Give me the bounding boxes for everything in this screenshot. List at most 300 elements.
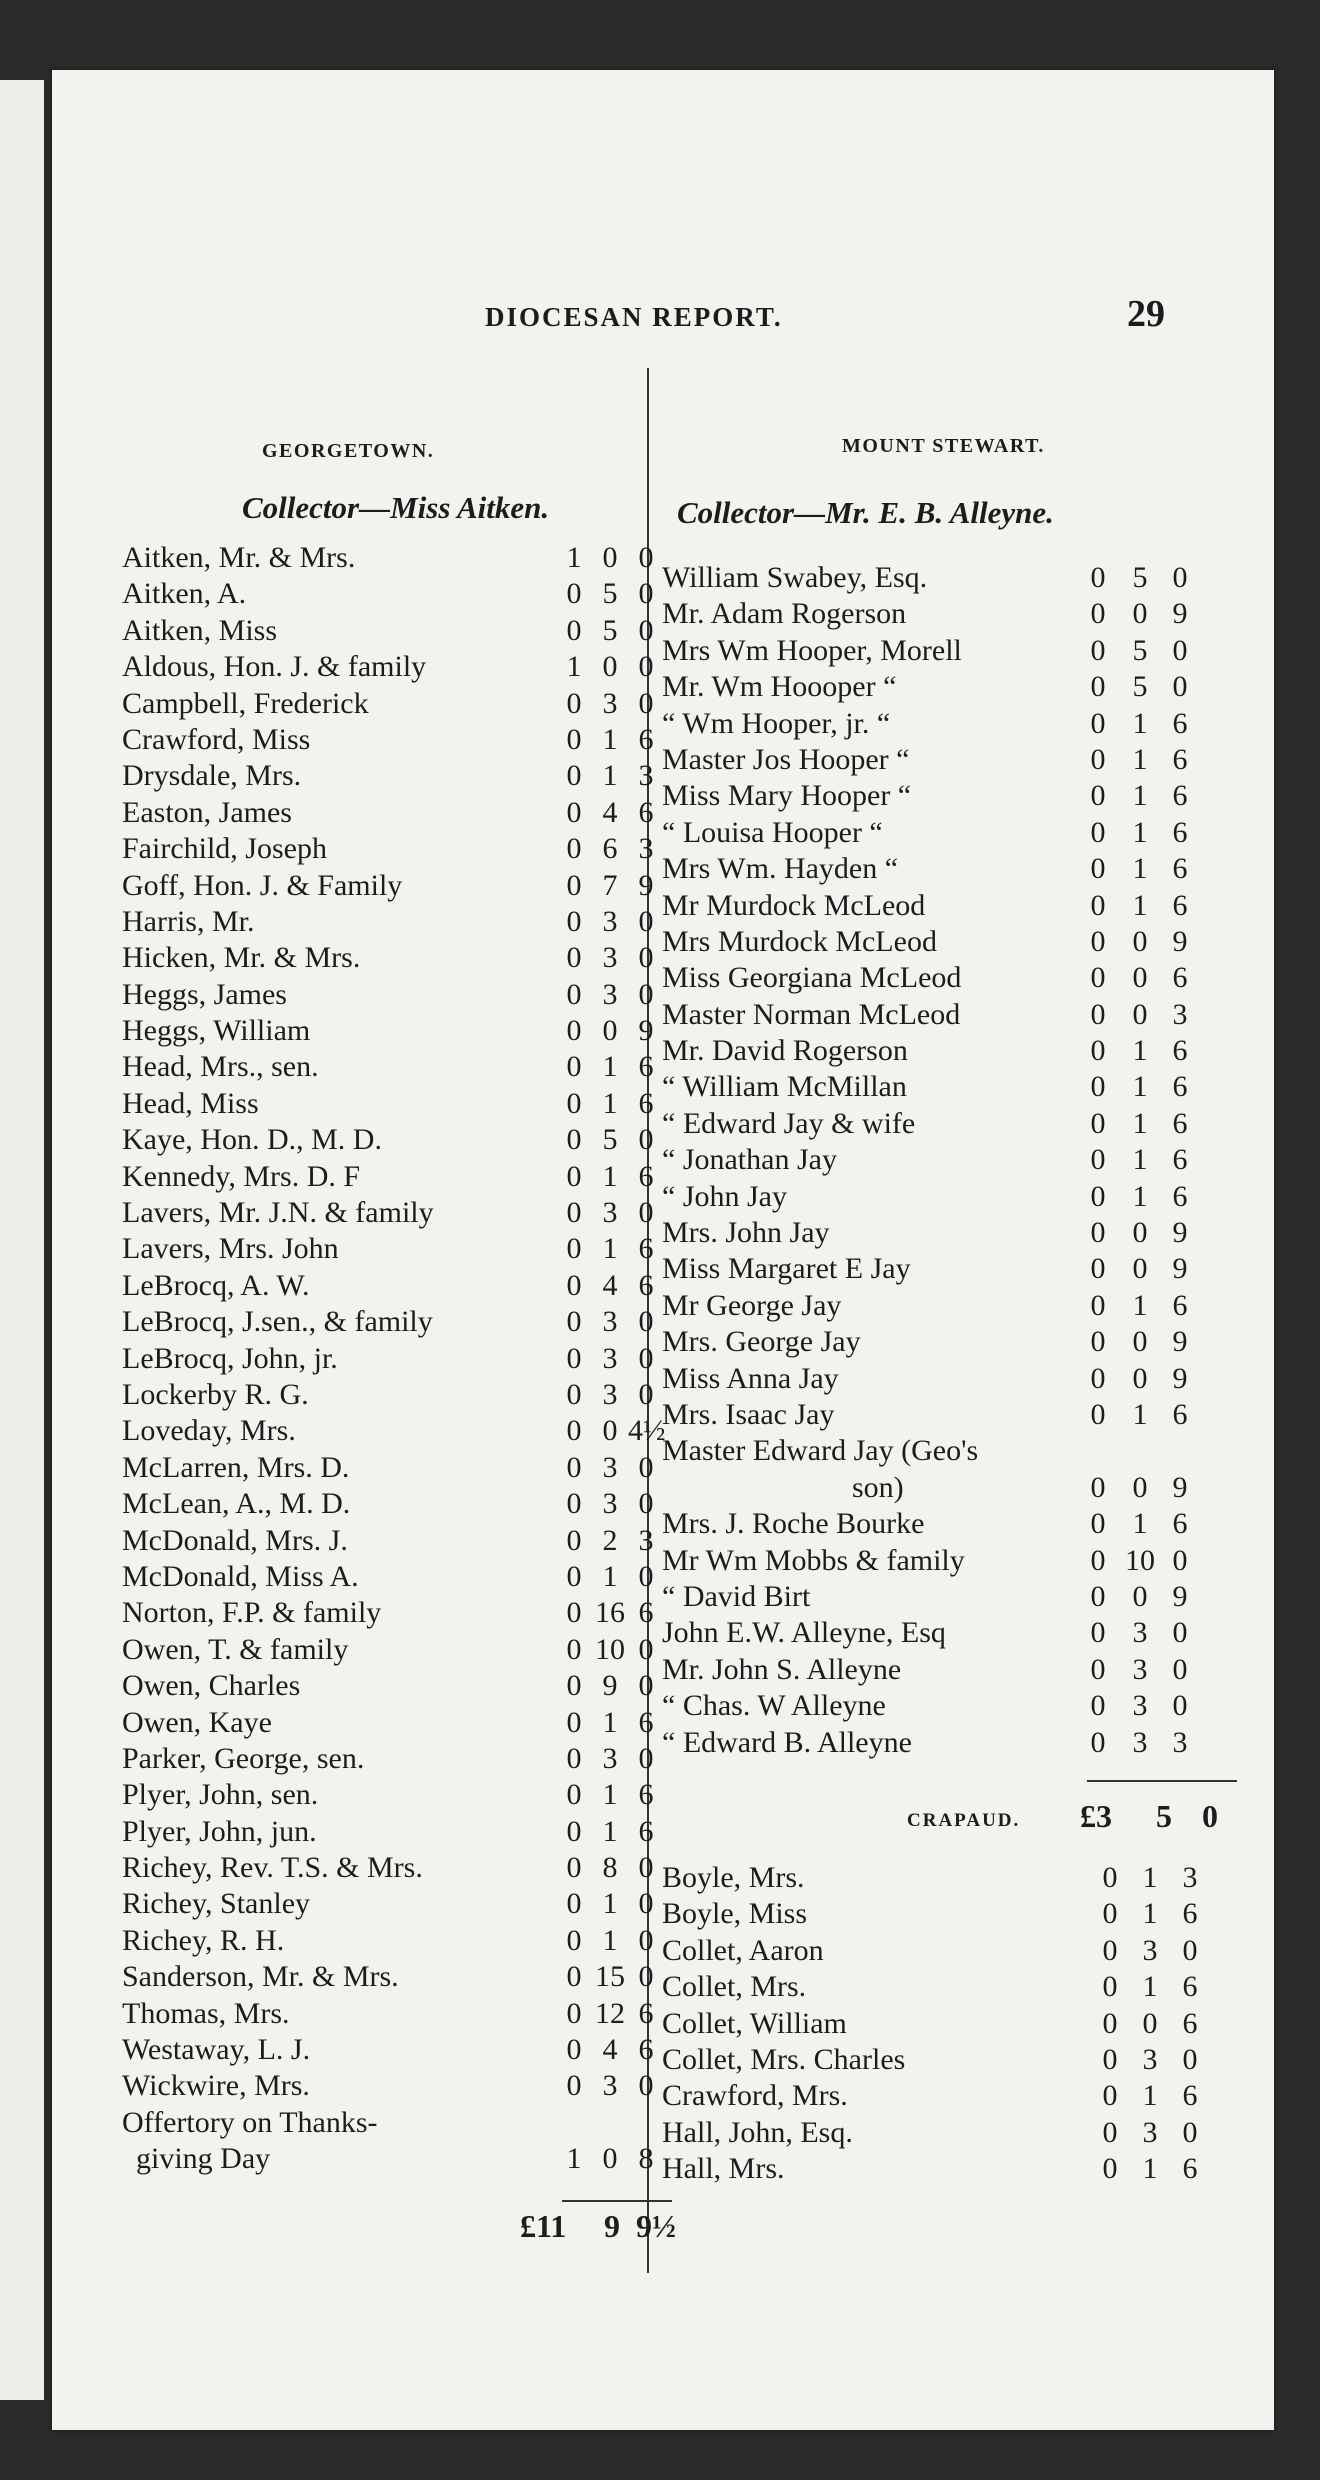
shillings-value: 3 [602, 977, 618, 1011]
pounds-value: 0 [566, 1450, 582, 1484]
pence-value: 3 [1172, 1725, 1188, 1759]
pence-value: 0 [1172, 1689, 1188, 1723]
subscriber-name: Plyer, John, jun. [122, 1814, 317, 1848]
subscriber-name: Mrs. George Jay [662, 1325, 861, 1359]
subscriber-name: Collet, William [662, 2006, 847, 2040]
pounds-value: 0 [566, 577, 582, 611]
shillings-value: 1 [1132, 1288, 1148, 1322]
pounds-value: 0 [566, 1960, 582, 1994]
list-item [662, 1725, 1237, 1761]
pence-value: 8 [638, 2142, 654, 2176]
pounds-value: 0 [1090, 1143, 1106, 1177]
list-item [122, 1377, 654, 1413]
subscriber-name: Campbell, Frederick [122, 686, 369, 720]
total-pence: 0 [1202, 1798, 1218, 1834]
subscriber-name: Mrs Wm Hooper, Morell [662, 633, 962, 667]
list-item [122, 1850, 654, 1886]
subscriber-name: Richey, Stanley [122, 1887, 311, 1921]
pence-value: 0 [1172, 1652, 1188, 1686]
pence-value: 0 [638, 541, 654, 574]
shillings-value: 1 [1132, 1034, 1148, 1068]
list-item [662, 1215, 1237, 1251]
subscriber-name: Owen, Kaye [122, 1705, 272, 1739]
subscriber-name: Master Norman McLeod [662, 997, 961, 1031]
pence-value: 0 [1182, 2042, 1198, 2076]
list-item [662, 2115, 1237, 2151]
list-item [122, 1814, 654, 1850]
list-item [662, 778, 1237, 814]
list-item [122, 1413, 666, 1449]
list-item [662, 888, 1237, 924]
list-item [662, 1860, 1237, 1896]
list-item [122, 1632, 654, 1668]
pounds-value: 0 [566, 1523, 582, 1557]
list-item [122, 1996, 654, 2032]
subscriber-list [662, 1860, 1237, 2188]
pence-value: 6 [1182, 2152, 1198, 2186]
shillings-value: 1 [1132, 815, 1148, 849]
subscriber-name: “ Edward B. Alleyne [662, 1725, 912, 1759]
subscriber-name: Mr Murdock McLeod [662, 888, 926, 922]
subscriber-name: Head, Mrs., sen. [122, 1050, 319, 1084]
shillings-value: 0 [1132, 1325, 1148, 1359]
shillings-value: 3 [602, 941, 618, 975]
subscriber-name: Richey, R. H. [122, 1923, 285, 1957]
shillings-value: 1 [1132, 1397, 1148, 1431]
pounds-value: 0 [566, 1196, 582, 1230]
list-item [122, 904, 654, 940]
pounds-value: 0 [566, 1887, 582, 1921]
pence-value: 0 [1172, 561, 1188, 594]
subscriber-name: Aldous, Hon. J. & family [122, 650, 427, 684]
pounds-value: 0 [566, 1814, 582, 1848]
pounds-value: 0 [566, 1159, 582, 1193]
list-item [122, 1122, 654, 1158]
list-item [662, 1688, 1237, 1724]
pounds-value: 1 [566, 650, 582, 684]
pence-value: 0 [1172, 670, 1188, 704]
list-item [122, 540, 654, 576]
list-item [662, 2006, 1237, 2042]
list-item [662, 2078, 1237, 2114]
shillings-value: 3 [1142, 1933, 1158, 1967]
subscriber-name: Master Edward Jay (Geo's [662, 1434, 979, 1468]
pence-value: 6 [1182, 1897, 1198, 1931]
shillings-value: 3 [602, 1487, 618, 1521]
list-item [662, 1069, 1237, 1105]
list-item [122, 1049, 654, 1085]
subscriber-name: Goff, Hon. J. & Family [122, 868, 403, 902]
pence-value: 0 [638, 650, 654, 684]
subscriber-name: LeBrocq, A. W. [122, 1268, 310, 1302]
pence-value: 6 [1172, 1106, 1188, 1140]
subscriber-name: Westaway, L. J. [122, 2033, 311, 2067]
subscriber-name: Miss Margaret E Jay [662, 1252, 911, 1286]
subscriber-name: LeBrocq, J.sen., & family [122, 1305, 433, 1339]
pence-value: 6 [1172, 779, 1188, 813]
pence-value: 0 [638, 1887, 654, 1921]
subscriber-name: Collet, Mrs. [662, 1970, 807, 2004]
shillings-value: 1 [1132, 1070, 1148, 1104]
subscriber-name: Head, Miss [122, 1086, 259, 1120]
pence-value: 6 [1172, 1179, 1188, 1213]
pence-value: 6 [1182, 2079, 1198, 2113]
shillings-value: 0 [602, 541, 618, 574]
shillings-value: 1 [1132, 888, 1148, 922]
subscriber-name: Harris, Mr. [122, 904, 255, 938]
subscriber-name: Miss Georgiana McLeod [662, 961, 962, 995]
shillings-value: 2 [602, 1523, 618, 1557]
pounds-value: 0 [1090, 1397, 1106, 1431]
shillings-value: 1 [602, 1887, 618, 1921]
list-item [662, 1033, 1237, 1069]
shillings-value: 1 [1132, 779, 1148, 813]
pence-value: 3 [638, 759, 654, 793]
pounds-value: 0 [566, 1341, 582, 1375]
shillings-value: 3 [1132, 1725, 1148, 1759]
subscriber-name: Kennedy, Mrs. D. F [122, 1159, 361, 1193]
pence-value: 0 [638, 2069, 654, 2103]
pounds-value: 0 [566, 1414, 582, 1448]
pounds-value: 0 [566, 1559, 582, 1593]
pounds-value: 0 [1090, 1579, 1106, 1613]
pence-value: 6 [638, 2033, 654, 2067]
pence-value: 0 [638, 904, 654, 938]
shillings-value: 1 [602, 1559, 618, 1593]
pounds-value: 0 [1102, 2042, 1118, 2076]
subscriber-name: Hall, John, Esq. [662, 2115, 853, 2149]
shillings-value: 0 [602, 650, 618, 684]
shillings-value: 5 [1132, 561, 1148, 594]
shillings-value: 1 [1142, 1897, 1158, 1931]
subscriber-list [662, 560, 1237, 1761]
pence-value: 0 [638, 1960, 654, 1994]
list-item [662, 560, 1237, 596]
subscriber-name: “ Louisa Hooper “ [662, 815, 883, 849]
pounds-value: 0 [1090, 1106, 1106, 1140]
list-item [662, 669, 1237, 705]
subscriber-name: Lavers, Mr. J.N. & family [122, 1196, 434, 1230]
pence-value: 6 [1172, 1397, 1188, 1431]
shillings-value: 1 [602, 1159, 618, 1193]
list-item [122, 977, 654, 1013]
pounds-value: 0 [1090, 597, 1106, 631]
subscriber-name: son) [852, 1470, 904, 1504]
shillings-value: 1 [1142, 2079, 1158, 2113]
list-item [662, 997, 1237, 1033]
pence-value: 4½ [628, 1414, 666, 1448]
shillings-value: 0 [602, 2142, 618, 2176]
total-shillings: 9 [604, 2208, 620, 2244]
list-item [122, 1013, 654, 1049]
pounds-value: 0 [1090, 815, 1106, 849]
subscriber-name: Mr Wm Mobbs & family [662, 1543, 965, 1577]
subscriber-name: Collet, Aaron [662, 1933, 824, 1967]
subscriber-name: Mrs Murdock McLeod [662, 924, 937, 958]
pence-value: 0 [638, 613, 654, 647]
pounds-value: 0 [1090, 1689, 1106, 1723]
pence-value: 0 [638, 686, 654, 720]
list-item [122, 576, 654, 612]
shillings-value: 0 [1132, 1579, 1148, 1613]
shillings-value: 5 [1132, 633, 1148, 667]
list-item [662, 1361, 1237, 1397]
pence-value: 6 [638, 1814, 654, 1848]
adjacent-page-edge [0, 80, 44, 2400]
pounds-value: 0 [1102, 2006, 1118, 2040]
pence-value: 0 [638, 577, 654, 611]
list-item [662, 1106, 1237, 1142]
pence-value: 0 [638, 941, 654, 975]
total-rule [562, 2200, 672, 2202]
subscriber-name: Aitken, Mr. & Mrs. [122, 541, 356, 574]
pence-value: 0 [638, 1196, 654, 1230]
pence-value: 9 [1172, 1325, 1188, 1359]
pounds-value: 0 [566, 686, 582, 720]
list-item [662, 1933, 1237, 1969]
subscriber-name: Collet, Mrs. Charles [662, 2042, 906, 2076]
list-item [122, 2141, 654, 2177]
pence-value: 6 [1172, 706, 1188, 740]
shillings-value: 0 [1132, 1470, 1148, 1504]
shillings-value: 1 [602, 722, 618, 756]
list-item [122, 1923, 654, 1959]
pounds-value: 0 [566, 613, 582, 647]
pence-value: 6 [1172, 1288, 1188, 1322]
shillings-value: 10 [595, 1632, 625, 1666]
total-pence: 9½ [636, 2208, 676, 2244]
page-title: DIOCESAN REPORT. [485, 302, 783, 332]
pounds-value: 0 [1090, 1543, 1106, 1577]
subscriber-name: Sanderson, Mr. & Mrs. [122, 1960, 399, 1994]
list-item [122, 722, 654, 758]
pounds-value: 0 [566, 1050, 582, 1084]
shillings-value: 5 [602, 1123, 618, 1157]
subscriber-name: Heggs, William [122, 1014, 311, 1048]
pounds-value: 0 [1102, 1933, 1118, 1967]
list-item [122, 1486, 654, 1522]
subscriber-name: Plyer, John, sen. [122, 1778, 319, 1812]
subscriber-name: Heggs, James [122, 977, 287, 1011]
collector-line: Collector—Mr. E. B. Alleyne. [677, 495, 1054, 530]
subscriber-name: William Swabey, Esq. [662, 561, 928, 594]
pounds-value: 0 [1090, 1470, 1106, 1504]
shillings-value: 3 [602, 1741, 618, 1775]
list-item [662, 1470, 1237, 1506]
pence-value: 6 [1172, 1070, 1188, 1104]
pence-value: 6 [1172, 742, 1188, 776]
shillings-value: 4 [602, 2033, 618, 2067]
shillings-value: 0 [1142, 2006, 1158, 2040]
shillings-value: 1 [1132, 1507, 1148, 1541]
subscriber-name: Mrs Wm. Hayden “ [662, 852, 899, 886]
list-item [122, 1195, 654, 1231]
subscriber-list [122, 540, 666, 2178]
pence-value: 6 [638, 795, 654, 829]
list-item [122, 1304, 654, 1340]
shillings-value: 1 [1132, 1106, 1148, 1140]
pounds-value: 0 [566, 1669, 582, 1703]
pence-value: 0 [638, 1669, 654, 1703]
pounds-value: 0 [1090, 1179, 1106, 1213]
shillings-value: 4 [602, 1268, 618, 1302]
list-item [122, 940, 654, 976]
pence-value: 0 [638, 1487, 654, 1521]
shillings-value: 0 [1132, 961, 1148, 995]
list-item [662, 924, 1237, 960]
pence-value: 0 [638, 1851, 654, 1885]
pence-value: 6 [638, 1086, 654, 1120]
subscriber-name: Mr. Wm Hoooper “ [662, 670, 897, 704]
subscriber-name: Mr. John S. Alleyne [662, 1652, 902, 1686]
subscriber-name: McDonald, Mrs. J. [122, 1523, 348, 1557]
pence-value: 0 [1172, 633, 1188, 667]
shillings-value: 1 [1142, 1970, 1158, 2004]
pounds-value: 0 [1090, 1034, 1106, 1068]
shillings-value: 5 [602, 613, 618, 647]
pence-value: 9 [638, 1014, 654, 1048]
pounds-value: 0 [566, 832, 582, 866]
shillings-value: 7 [602, 868, 618, 902]
shillings-value: 1 [1132, 706, 1148, 740]
shillings-value: 3 [1132, 1616, 1148, 1650]
pounds-value: 0 [566, 2033, 582, 2067]
shillings-value: 3 [1142, 2115, 1158, 2149]
subscriber-name: “ Edward Jay & wife [662, 1106, 916, 1140]
list-item [122, 1159, 654, 1195]
list-item [662, 596, 1237, 632]
collector-line: Collector—Miss Aitken. [242, 490, 550, 525]
subscriber-name: Owen, T. & family [122, 1632, 349, 1666]
pence-value: 6 [638, 722, 654, 756]
list-item [122, 1668, 654, 1704]
list-item [662, 1288, 1237, 1324]
pounds-value: 0 [566, 1741, 582, 1775]
pounds-value: 0 [566, 868, 582, 902]
list-item [662, 1543, 1237, 1579]
pounds-value: 0 [566, 759, 582, 793]
shillings-value: 0 [1132, 997, 1148, 1031]
subscriber-name: Loveday, Mrs. [122, 1414, 296, 1448]
subscriber-name: Mrs. Isaac Jay [662, 1397, 835, 1431]
list-item [122, 1523, 654, 1559]
shillings-value: 6 [602, 832, 618, 866]
subscriber-name: “ Chas. W Alleyne [662, 1689, 886, 1723]
shillings-value: 3 [602, 1450, 618, 1484]
pounds-value: 0 [1090, 852, 1106, 886]
subscriber-name: Aitken, Miss [122, 613, 278, 647]
pence-value: 9 [638, 868, 654, 902]
subscriber-name: Lavers, Mrs. John [122, 1232, 339, 1266]
list-item [122, 1886, 654, 1922]
list-item [122, 1268, 654, 1304]
pounds-value: 0 [1102, 2152, 1118, 2186]
subscriber-name: Miss Mary Hooper “ [662, 779, 912, 813]
shillings-value: 0 [1132, 597, 1148, 631]
pence-value: 6 [1172, 815, 1188, 849]
pounds-value: 0 [1090, 1616, 1106, 1650]
pounds-value: 0 [566, 941, 582, 975]
shillings-value: 1 [1132, 1143, 1148, 1177]
pounds-value: 0 [1102, 1897, 1118, 1931]
pence-value: 6 [1172, 961, 1188, 995]
subscriber-name: Norton, F.P. & family [122, 1596, 382, 1630]
shillings-value: 5 [602, 577, 618, 611]
pence-value: 6 [1172, 852, 1188, 886]
subscriber-name: LeBrocq, John, jr. [122, 1341, 338, 1375]
subscriber-name: “ Jonathan Jay [662, 1143, 837, 1177]
shillings-value: 1 [602, 1923, 618, 1957]
list-item [662, 1179, 1237, 1215]
pounds-value: 0 [566, 2069, 582, 2103]
total-shillings: 5 [1156, 1798, 1172, 1834]
subscriber-name: Kaye, Hon. D., M. D. [122, 1123, 382, 1157]
pence-value: 0 [638, 1559, 654, 1593]
subscriber-name: Boyle, Miss [662, 1897, 808, 1931]
pounds-value: 0 [566, 795, 582, 829]
pence-value: 6 [1182, 2006, 1198, 2040]
list-item [122, 1341, 654, 1377]
list-item [122, 2032, 654, 2068]
subscriber-name: McLarren, Mrs. D. [122, 1450, 350, 1484]
subscriber-name: giving Day [136, 2142, 271, 2176]
subscriber-name: Aitken, A. [122, 577, 247, 611]
shillings-value: 0 [1132, 1361, 1148, 1395]
list-item [662, 2042, 1237, 2078]
shillings-value: 1 [1132, 852, 1148, 886]
pence-value: 0 [1182, 1933, 1198, 1967]
section-title-georgetown: GEORGETOWN. [262, 440, 435, 462]
shillings-value: 10 [1125, 1543, 1155, 1577]
document-page [52, 70, 1274, 2430]
subscriber-name: Hicken, Mr. & Mrs. [122, 941, 361, 975]
list-item [122, 613, 654, 649]
shillings-value: 1 [602, 1705, 618, 1739]
list-item [122, 795, 654, 831]
pounds-value: 0 [1090, 1252, 1106, 1286]
pounds-value: 0 [566, 1487, 582, 1521]
pounds-value: 0 [1090, 961, 1106, 995]
pounds-value: 0 [1090, 779, 1106, 813]
list-item [662, 706, 1237, 742]
shillings-value: 1 [602, 1232, 618, 1266]
pounds-value: 0 [1090, 742, 1106, 776]
subscriber-name: “ Wm Hooper, jr. “ [662, 706, 891, 740]
subscriber-name: Richey, Rev. T.S. & Mrs. [122, 1851, 423, 1885]
subscriber-name: “ David Birt [662, 1579, 811, 1613]
pounds-value: 0 [566, 1851, 582, 1885]
pounds-value: 0 [566, 722, 582, 756]
pence-value: 6 [638, 1705, 654, 1739]
list-item [122, 1559, 654, 1595]
pence-value: 0 [638, 1741, 654, 1775]
subscriber-name: Fairchild, Joseph [122, 832, 327, 866]
pounds-value: 0 [1102, 1970, 1118, 2004]
list-item [662, 1896, 1237, 1932]
shillings-value: 1 [602, 1778, 618, 1812]
subscriber-name: Easton, James [122, 795, 292, 829]
pence-value: 6 [638, 1159, 654, 1193]
shillings-value: 16 [595, 1596, 625, 1630]
shillings-value: 3 [1142, 2042, 1158, 2076]
pence-value: 3 [638, 1523, 654, 1557]
pounds-value: 0 [566, 1123, 582, 1157]
list-item [662, 1397, 1237, 1433]
pounds-value: 0 [566, 1632, 582, 1666]
total-pounds: £3 [1080, 1798, 1112, 1834]
total-row [122, 2208, 682, 2248]
shillings-value: 3 [602, 686, 618, 720]
